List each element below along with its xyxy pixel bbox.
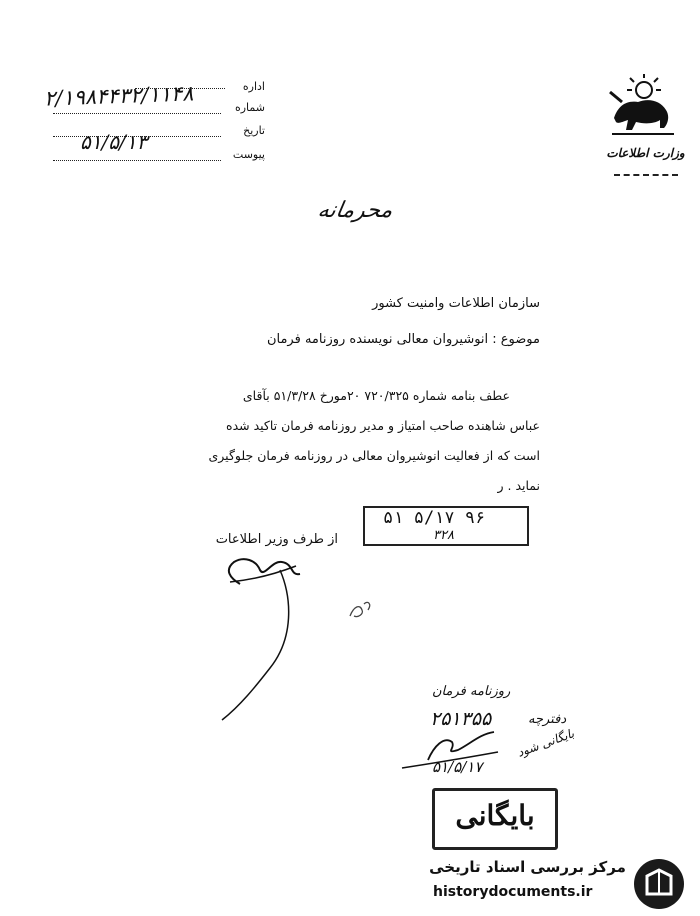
- ministry-underline: [614, 174, 678, 176]
- attachment-line: [53, 160, 221, 161]
- office-label: اداره: [242, 80, 265, 93]
- date-handwritten: ۵۱/۵/۱۳: [80, 130, 148, 154]
- body-line-4: نماید . ر: [497, 478, 540, 493]
- attachment-field: [35, 148, 265, 164]
- number-label: شماره: [234, 101, 265, 114]
- lion-and-sun-emblem-icon: [604, 72, 680, 138]
- initial-mark-icon: [346, 596, 376, 626]
- receipt-date: ۵۱/۵/۱۷: [432, 758, 483, 776]
- stamp-date: ۵۱ ۵/۱۷ ۹۶: [383, 508, 486, 528]
- stamp-code: ۳۲۸: [433, 528, 454, 543]
- body-line-2: عباس شاهنده صاحب امتیاز و مدیر روزنامه فرمان تاکید شده: [226, 418, 540, 433]
- signatory-line: از طرف وزیر اطلاعات: [215, 532, 338, 547]
- receipt-number: ۲۵۱۳۵۵: [430, 708, 492, 730]
- date-field: [35, 124, 265, 140]
- recipient-line: سازمان اطلاعات وامنیت کشور: [372, 296, 540, 311]
- watermark-title: مرکز بررسی اسناد تاریخی: [429, 858, 626, 876]
- attachment-label: پیوست: [232, 148, 265, 161]
- archive-stamp: [432, 788, 558, 850]
- subject-line: موضوع : انوشیروان معالی نویسنده روزنامه فرمان: [266, 332, 540, 347]
- watermark: [425, 852, 700, 916]
- archive-logo-icon: [633, 858, 685, 910]
- body-line-3: است که از فعالیت انوشیروان معالی در روزنامه فرمان جلوگیری: [208, 448, 540, 463]
- archive-stamp-text: بایگانی: [455, 799, 535, 832]
- body-line-1: عطف بنامه شماره ۷۲۰/۳۲۵ ۲۰مورخ ۵۱/۳/۲۸ بآقای: [242, 388, 510, 403]
- signature-icon: [200, 548, 320, 728]
- receipt-label-a: دفترچه: [528, 712, 567, 727]
- registration-stamp: [363, 506, 529, 546]
- number-line: [53, 113, 221, 114]
- date-label: تاریخ: [243, 124, 265, 137]
- classification-mark: محرمانه: [315, 198, 395, 223]
- watermark-url: historydocuments.ir: [433, 884, 593, 900]
- number-handwritten: ۲/۱۹۸۴۴۳۲/۱۱۴۸: [43, 81, 194, 111]
- receipt-newspaper: روزنامه فرمان: [432, 684, 511, 699]
- receipt-label-b: بایگانی شود: [515, 726, 576, 760]
- ministry-name: وزارت اطلاعات: [606, 146, 685, 160]
